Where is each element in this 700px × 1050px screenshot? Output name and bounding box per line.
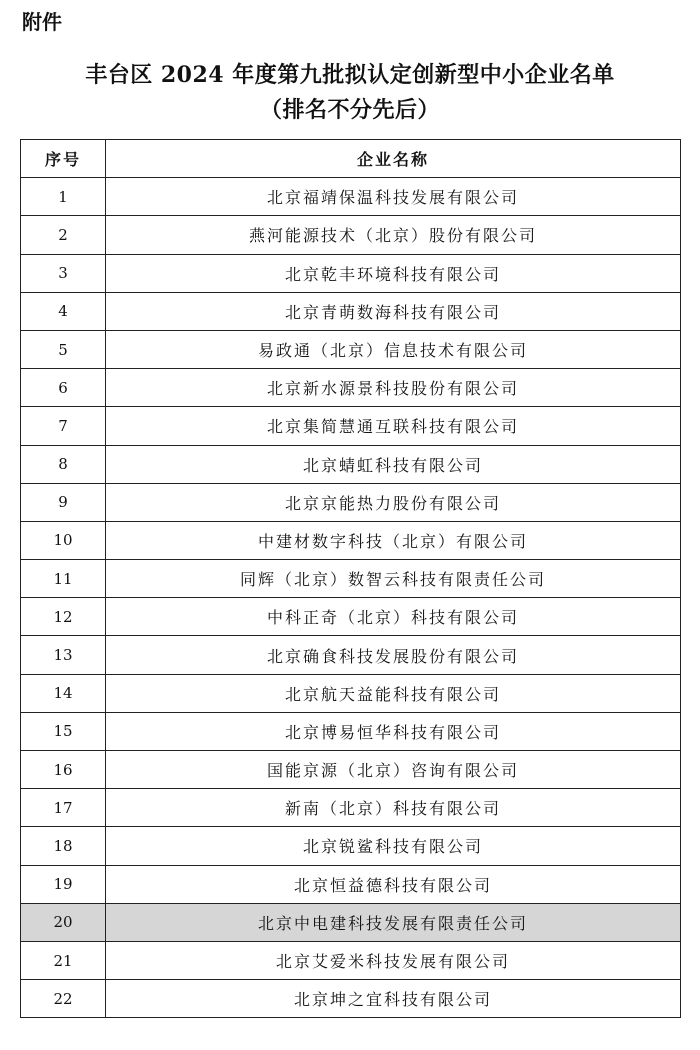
row-company-name: 北京锐鲨科技有限公司 [106, 827, 681, 865]
row-serial-number: 6 [21, 369, 106, 407]
table-row [21, 216, 681, 254]
row-company-name: 北京坤之宜科技有限公司 [106, 980, 681, 1018]
row-company-name: 同辉（北京）数智云科技有限责任公司 [106, 560, 681, 598]
row-company-name: 北京福靖保温科技发展有限公司 [106, 178, 681, 216]
table-row [21, 521, 681, 559]
row-serial-number: 2 [21, 216, 106, 254]
table-row [21, 254, 681, 292]
row-serial-number: 13 [21, 636, 106, 674]
table-row [21, 407, 681, 445]
table-row [21, 445, 681, 483]
row-serial-number: 20 [21, 903, 106, 941]
row-serial-number: 21 [21, 941, 106, 979]
row-company-name: 燕河能源技术（北京）股份有限公司 [106, 216, 681, 254]
table-row [21, 903, 681, 941]
row-serial-number: 5 [21, 330, 106, 368]
table-row [21, 330, 681, 368]
table-row [21, 674, 681, 712]
table-body [21, 178, 681, 1018]
table-row [21, 369, 681, 407]
row-company-name: 北京京能热力股份有限公司 [106, 483, 681, 521]
document-subtitle: （排名不分先后） [259, 97, 440, 123]
row-serial-number: 14 [21, 674, 106, 712]
table-row [21, 598, 681, 636]
table-row [21, 789, 681, 827]
table-row [21, 560, 681, 598]
row-serial-number: 11 [21, 560, 106, 598]
table-header-row [21, 140, 681, 178]
row-serial-number: 12 [21, 598, 106, 636]
row-serial-number: 15 [21, 712, 106, 750]
column-header-company-name: 企业名称 [106, 140, 681, 178]
row-serial-number: 22 [21, 980, 106, 1018]
row-serial-number: 18 [21, 827, 106, 865]
table-row [21, 980, 681, 1018]
row-company-name: 北京艾爱米科技发展有限公司 [106, 941, 681, 979]
row-company-name: 北京蜻虹科技有限公司 [106, 445, 681, 483]
row-serial-number: 7 [21, 407, 106, 445]
row-company-name: 中科正奇（北京）科技有限公司 [106, 598, 681, 636]
row-serial-number: 19 [21, 865, 106, 903]
table-row [21, 865, 681, 903]
table-row [21, 712, 681, 750]
row-serial-number: 8 [21, 445, 106, 483]
table-row [21, 941, 681, 979]
column-header-serial: 序号 [21, 140, 106, 178]
row-company-name: 北京航天益能科技有限公司 [106, 674, 681, 712]
row-company-name: 北京中电建科技发展有限责任公司 [106, 903, 681, 941]
row-company-name: 新南（北京）科技有限公司 [106, 789, 681, 827]
row-company-name: 北京恒益德科技有限公司 [106, 865, 681, 903]
row-company-name: 北京确食科技发展股份有限公司 [106, 636, 681, 674]
document-title: 丰台区 2024 年度第九批拟认定创新型中小企业名单 [85, 62, 615, 88]
company-list-table [20, 139, 681, 1018]
row-company-name: 北京乾丰环境科技有限公司 [106, 254, 681, 292]
row-company-name: 易政通（北京）信息技术有限公司 [106, 330, 681, 368]
table-row [21, 178, 681, 216]
row-company-name: 北京新水源景科技股份有限公司 [106, 369, 681, 407]
row-serial-number: 3 [21, 254, 106, 292]
row-serial-number: 1 [21, 178, 106, 216]
row-company-name: 北京青萌数海科技有限公司 [106, 292, 681, 330]
row-company-name: 国能京源（北京）咨询有限公司 [106, 751, 681, 789]
table-row [21, 483, 681, 521]
row-company-name: 中建材数字科技（北京）有限公司 [106, 521, 681, 559]
row-serial-number: 10 [21, 521, 106, 559]
table-row [21, 751, 681, 789]
row-serial-number: 9 [21, 483, 106, 521]
table-row [21, 292, 681, 330]
row-company-name: 北京博易恒华科技有限公司 [106, 712, 681, 750]
attachment-label: 附件 [22, 10, 62, 34]
row-serial-number: 17 [21, 789, 106, 827]
row-company-name: 北京集简慧通互联科技有限公司 [106, 407, 681, 445]
table-row [21, 827, 681, 865]
row-serial-number: 4 [21, 292, 106, 330]
table-row [21, 636, 681, 674]
row-serial-number: 16 [21, 751, 106, 789]
